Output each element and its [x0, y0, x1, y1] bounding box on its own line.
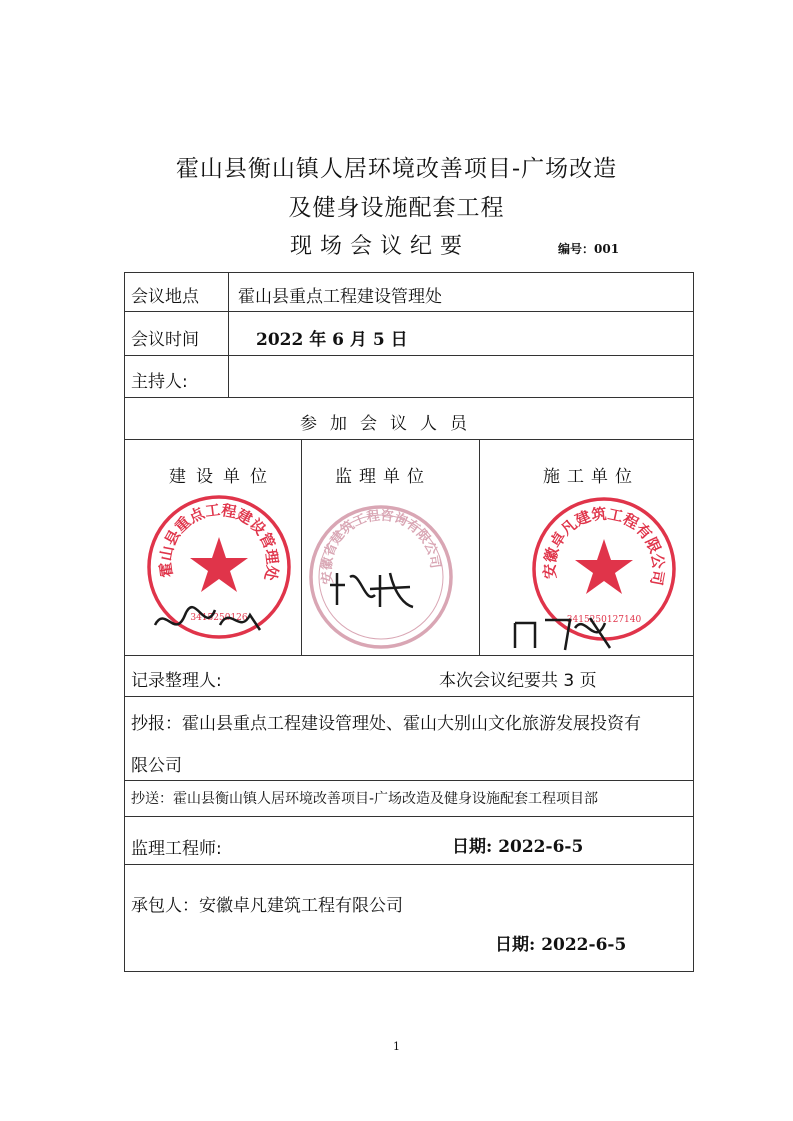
row-divider [124, 439, 694, 440]
row-divider [124, 864, 694, 865]
attendees-header: 参加会议人员 [300, 414, 480, 434]
pages-note: 本次会议纪要共 3 页 [439, 671, 597, 691]
time-value: 2022 年 6 月 5 日 [256, 330, 408, 350]
row-divider [124, 311, 694, 312]
cc-report-line2: 限公司 [131, 756, 182, 776]
contractor-unit-header: 施工单位 [543, 467, 639, 487]
row-divider [124, 780, 694, 781]
seal-text: 霍山县重点工程建设管理处 [156, 500, 282, 583]
seal-text: 安徽省建筑工程咨询有限公司 [319, 508, 443, 585]
contractor-label: 承包人：安徽卓凡建筑工程有限公司 [131, 896, 403, 916]
cc-send: 抄送：霍山县衡山镇人居环境改善项目-广场改造及健身设施配套工程项目部 [131, 791, 599, 807]
contractor-date: 日期: 2022-6-5 [495, 935, 627, 955]
supervision-unit-header: 监理单位 [335, 467, 431, 487]
signature-supervision [325, 565, 415, 610]
row-divider [124, 355, 694, 356]
column-divider [479, 439, 480, 655]
host-label: 主持人: [131, 372, 188, 392]
row-divider [124, 696, 694, 697]
document-title-line3: 现场会议纪要 [290, 234, 471, 259]
signature-contractor [510, 608, 620, 653]
row-divider [124, 655, 694, 656]
cc-report-line1: 抄报：霍山县重点工程建设管理处、霍山大别山文化旅游发展投资有 [131, 714, 641, 734]
location-label: 会议地点 [131, 287, 199, 307]
row-divider [124, 397, 694, 398]
column-divider [301, 439, 302, 655]
document-title-line1: 霍山县衡山镇人居环境改善项目-广场改造 [175, 156, 618, 182]
seal-code: 3415250127140 [566, 615, 642, 625]
column-divider [228, 272, 229, 397]
document-number: 编号：001 [558, 242, 620, 256]
construction-unit-header: 建设单位 [169, 467, 277, 487]
document-title-line2: 及健身设施配套工程 [288, 195, 505, 221]
row-divider [124, 816, 694, 817]
recorder-label: 记录整理人: [131, 671, 222, 691]
time-label: 会议时间 [131, 330, 199, 350]
page-number: 1 [393, 1040, 400, 1053]
location-value: 霍山县重点工程建设管理处 [238, 287, 442, 307]
seal-code: 3415250126 [190, 613, 248, 623]
engineer-label: 监理工程师: [131, 839, 222, 859]
engineer-date: 日期: 2022-6-5 [452, 837, 584, 857]
signature-construction [150, 595, 270, 645]
seal-text: 安徽卓凡建筑工程有限公司 [540, 504, 668, 587]
